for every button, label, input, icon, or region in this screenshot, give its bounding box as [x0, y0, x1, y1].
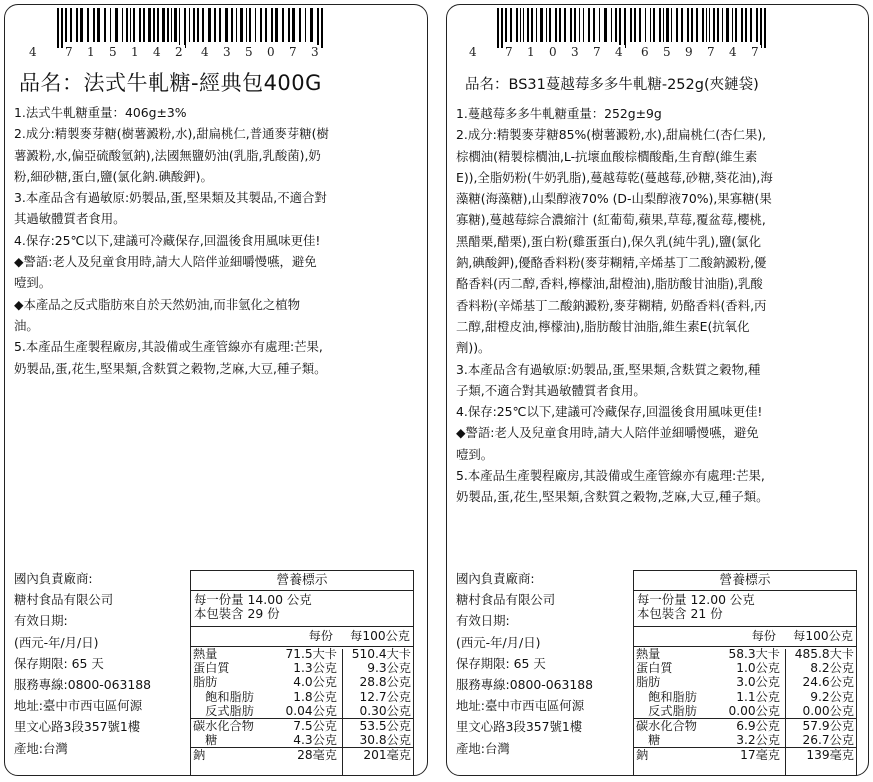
barcode-digit: 4 — [469, 45, 477, 59]
barcode-bar — [255, 8, 256, 42]
barcode-bar — [501, 8, 503, 48]
barcode-digits — [27, 45, 332, 61]
nutrient-name: 鈉 — [193, 748, 206, 763]
nutrient-name: 蛋白質 — [193, 661, 230, 676]
barcode-bar — [659, 8, 661, 42]
nutrition-row — [634, 661, 856, 675]
nutrient-name: 碳水化合物 — [193, 718, 254, 733]
maker-line: 保存期限: 65 天 — [456, 655, 546, 671]
barcode-bar — [540, 8, 543, 42]
barcode-bar — [104, 8, 106, 42]
per-serving-value: 4.3公克 — [293, 733, 337, 748]
barcode-bar — [305, 8, 306, 42]
barcode-bar — [122, 8, 123, 42]
info-line: 子類,不適合對其過敏體質者食用。 — [456, 382, 646, 398]
per-100g-value: 0.00公克 — [802, 703, 854, 718]
per-serving-value: 1.0公克 — [736, 661, 780, 676]
per-serving-value: 71.5大卡 — [285, 647, 337, 661]
barcode-bar — [564, 8, 566, 42]
barcode-bar — [271, 8, 273, 42]
barcode-bar — [706, 8, 707, 42]
nutrient-name: 反式脂肪 — [193, 703, 254, 718]
barcode-bar — [260, 8, 262, 42]
per-serving-value: 0.00公克 — [728, 703, 780, 718]
column-divider — [785, 649, 786, 775]
barcode-bar — [764, 8, 766, 48]
barcode-bar — [745, 8, 747, 42]
barcode-bar — [288, 8, 290, 42]
barcode-digit: 5 — [245, 45, 253, 59]
barcode-bar — [236, 8, 237, 42]
per-100g-value: 0.30公克 — [359, 703, 411, 718]
info-line: 劑))。 — [456, 340, 491, 356]
barcode-bar — [653, 8, 655, 42]
nutrition-header — [634, 627, 856, 647]
nutrition-row — [634, 733, 856, 747]
per-100g-value: 9.2公克 — [810, 689, 854, 704]
barcode-bar — [282, 8, 284, 42]
servings-per-pack: 本包裝含 29 份 — [194, 606, 280, 622]
barcode — [467, 8, 772, 60]
barcode-bar — [143, 8, 145, 42]
barcode-digit: 1 — [131, 45, 139, 59]
barcode-bar — [663, 8, 664, 42]
barcode-digit: 0 — [549, 45, 557, 59]
barcode-digit: 9 — [685, 45, 693, 59]
barcode-digit: 0 — [267, 45, 275, 59]
product-info — [14, 102, 421, 379]
barcode-bar — [162, 8, 165, 42]
barcode-bar — [70, 8, 72, 42]
barcode-bar — [549, 8, 551, 42]
maker-line: (西元-年/月/日) — [14, 634, 99, 650]
servings-per-pack: 本包裝含 21 份 — [637, 606, 723, 622]
nutrient-name: 飽和脂肪 — [636, 689, 697, 704]
barcode-bar — [275, 8, 278, 42]
barcode-bar — [604, 8, 607, 42]
barcode-bar — [735, 8, 737, 42]
barcode-digit: 7 — [593, 45, 601, 59]
barcode-digit: 2 — [175, 45, 183, 59]
product-label-cranberry — [446, 4, 869, 776]
per-100g-header: 每100公克 — [793, 629, 853, 643]
barcode-bar — [713, 8, 715, 42]
barcode-bar — [179, 8, 180, 48]
barcode-bar — [709, 8, 710, 42]
info-line: 奶製品,蛋,花生,堅果類,含麩質之穀物,芝麻,大豆,種子類。 — [456, 489, 769, 505]
maker-line: 地址:臺中市西屯區何源 — [456, 698, 585, 714]
per-100g-header: 每100公克 — [350, 629, 410, 643]
barcode-bar — [148, 8, 151, 42]
barcode-bar — [531, 8, 533, 42]
maker-line: 國內負責廠商: — [14, 571, 93, 586]
barcode-bar — [639, 8, 641, 42]
barcode-bar — [321, 8, 323, 48]
barcode-bar — [570, 8, 572, 42]
per-serving-value: 28毫克 — [297, 748, 337, 763]
info-line: ◆警語:老人及兒童食用時,請大人陪伴並細嚼慢嚥，避免 — [456, 425, 759, 441]
per-100g-value: 201毫克 — [363, 748, 411, 763]
info-line: 噎到。 — [14, 275, 52, 291]
barcode-bar — [523, 8, 524, 42]
barcode-bar — [593, 8, 595, 42]
barcode-bar — [756, 8, 758, 42]
barcode-bar — [574, 8, 576, 42]
maker-line: 有效日期: — [456, 613, 510, 629]
per-serving-value: 58.3大卡 — [728, 647, 780, 661]
nutrient-name: 熱量 — [636, 647, 661, 661]
barcode-bar — [115, 8, 118, 42]
barcode-bar — [510, 8, 512, 42]
nutrient-name: 脂肪 — [193, 675, 218, 690]
barcode-bar — [292, 8, 295, 42]
barcode-bars — [467, 8, 772, 48]
barcode-bar — [717, 8, 719, 42]
barcode-bar — [189, 8, 190, 42]
per-serving-header: 每份 — [308, 629, 333, 643]
nutrition-title: 營養標示 — [191, 571, 413, 591]
per-100g-value: 9.3公克 — [367, 661, 411, 676]
nutrition-rows — [191, 647, 413, 763]
nutrition-row — [634, 675, 856, 689]
info-line: 4.保存:25℃以下,建議可冷藏保存,回溫後食用風味更佳! — [14, 232, 321, 248]
per-serving-value: 1.8公克 — [293, 689, 337, 704]
per-serving-value: 0.04公克 — [285, 703, 337, 718]
barcode-bar — [599, 8, 600, 42]
barcode-bar — [741, 8, 743, 42]
maker-line: 地址:臺中市西屯區何源 — [14, 698, 143, 714]
barcode-bar — [219, 8, 221, 42]
manufacturer-info — [14, 568, 151, 759]
barcode-bar — [671, 8, 672, 42]
nutrition-row — [191, 647, 413, 661]
barcode-bar — [208, 8, 211, 42]
info-line: 黑醋栗,醋栗),蛋白粉(雞蛋蛋白),保久乳(純牛乳),鹽(氯化 — [456, 233, 761, 249]
maker-line: 國內負責廠商: — [456, 571, 535, 586]
serving-info — [191, 591, 413, 627]
barcode-bar — [666, 8, 669, 42]
barcode-digit: 4 — [29, 45, 37, 59]
info-line: 其過敏體質者食用。 — [14, 211, 126, 227]
manufacturer-info — [456, 568, 593, 759]
nutrition-row — [191, 661, 413, 675]
per-100g-value: 57.9公克 — [802, 718, 854, 733]
barcode-bar — [126, 8, 128, 42]
barcode-bar — [76, 8, 78, 42]
barcode-digit: 3 — [311, 45, 319, 59]
per-serving-value: 3.2公克 — [736, 733, 780, 748]
maker-line: 服務專線:0800-063188 — [456, 677, 594, 693]
barcode-digit: 7 — [65, 45, 73, 59]
barcode-bar — [202, 8, 204, 42]
per-serving-header: 每份 — [751, 629, 776, 643]
per-serving-value: 17毫克 — [740, 748, 780, 763]
barcode-bar — [559, 8, 561, 42]
barcode-bar — [65, 8, 67, 42]
product-label-classic — [4, 4, 428, 776]
barcode-bar — [516, 8, 518, 42]
per-serving-value: 7.5公克 — [293, 718, 337, 733]
barcode-bar — [214, 8, 216, 42]
per-100g-value: 24.6公克 — [802, 675, 854, 690]
barcode-bar — [167, 8, 169, 42]
info-line: 4.保存:25℃以下,建議可冷藏保存,回溫後食用風味更佳! — [456, 404, 763, 420]
nutrient-name: 反式脂肪 — [636, 703, 697, 718]
barcode-bar — [317, 8, 319, 48]
serving-size: 每一份量 12.00 公克 — [637, 592, 755, 607]
nutrition-row — [634, 718, 856, 733]
per-100g-value: 28.8公克 — [359, 675, 411, 690]
info-line: ◆本產品之反式脂肪來自於天然奶油,而非氫化之植物 — [14, 296, 301, 312]
barcode-digit: 4 — [729, 45, 737, 59]
barcode-bar — [681, 8, 683, 42]
barcode-bar — [520, 8, 521, 42]
nutrient-name: 鈉 — [636, 748, 649, 763]
product-name: 品名：法式牛軋糖-經典包400G — [19, 71, 322, 95]
barcode-bar — [80, 8, 83, 42]
barcode-digit: 4 — [153, 45, 161, 59]
info-line: 5.本產品生產製程廠房,其設備或生產管線亦有處理:芒果, — [14, 339, 323, 355]
barcode-bar — [153, 8, 155, 42]
nutrition-row — [634, 704, 856, 718]
barcode-bar — [87, 8, 89, 42]
barcode-bar — [676, 8, 678, 42]
barcode-bar — [157, 8, 159, 42]
info-line: 鈉,碘酸鉀),優酪香料粉(麥芽糊精,辛烯基丁二酸鈉澱粉,優 — [456, 255, 767, 271]
barcode-bar — [61, 8, 63, 48]
barcode-digit: 7 — [707, 45, 715, 59]
barcode-digit: 4 — [201, 45, 209, 59]
barcode-bar — [722, 8, 723, 42]
barcode-bar — [133, 8, 135, 42]
per-100g-value: 12.7公克 — [359, 689, 411, 704]
per-100g-value: 53.5公克 — [359, 718, 411, 733]
barcode-bar — [726, 8, 729, 42]
nutrient-name: 熱量 — [193, 647, 218, 661]
serving-info — [634, 591, 856, 627]
nutrition-rows — [634, 647, 856, 763]
info-line: 寡糖),蔓越莓綜合濃縮汁 (紅葡萄,蘋果,草莓,覆盆莓,櫻桃, — [456, 212, 766, 228]
info-line: 薯澱粉,水,偏亞硫酸氫鈉),法國無鹽奶油(乳脂,乳酸菌),奶 — [14, 147, 321, 163]
nutrition-row — [191, 718, 413, 733]
barcode-bar — [691, 8, 693, 42]
per-100g-value: 485.8大卡 — [794, 647, 854, 661]
barcode-digits — [467, 45, 772, 61]
barcode-digit: 4 — [615, 45, 623, 59]
info-line: 藻糖(海藻糖),山梨醇液70% (D-山梨醇液70%),果寡糖(果 — [456, 191, 772, 207]
info-line: E)),全脂奶粉(牛奶乳脂),蔓越莓乾(蔓越莓,砂糖,葵花油),海 — [456, 169, 773, 185]
barcode-bar — [249, 8, 251, 42]
nutrient-name: 糖 — [193, 733, 218, 748]
barcode-bar — [619, 8, 621, 48]
barcode-bar — [130, 8, 131, 42]
nutrition-header — [191, 627, 413, 647]
maker-line: 產地:台灣 — [14, 740, 68, 756]
barcode-digit: 5 — [663, 45, 671, 59]
barcode-bar — [555, 8, 557, 42]
barcode-digit: 7 — [505, 45, 513, 59]
barcode-bar — [696, 8, 698, 42]
barcode-bar — [171, 8, 172, 42]
barcode — [27, 8, 332, 60]
barcode-bar — [760, 8, 762, 48]
per-100g-value: 26.7公克 — [802, 733, 854, 748]
barcode-bar — [231, 8, 233, 42]
barcode-bar — [57, 8, 59, 48]
barcode-bar — [732, 8, 733, 42]
per-100g-value: 30.8公克 — [359, 733, 411, 748]
info-line: 3.本產品含有過敏原:奶製品,蛋,堅果類及其製品,不適合對 — [14, 190, 327, 206]
per-100g-value: 8.2公克 — [810, 661, 854, 676]
barcode-bar — [588, 8, 590, 42]
barcode-bar — [650, 8, 651, 42]
barcode-bar — [645, 8, 646, 42]
barcode-bar — [579, 8, 580, 42]
per-serving-value: 1.1公克 — [736, 689, 780, 704]
maker-line: 保存期限: 65 天 — [14, 655, 104, 671]
per-100g-value: 139毫克 — [806, 748, 854, 763]
serving-size: 每一份量 14.00 公克 — [194, 592, 312, 607]
info-line: 酪香料(丙二醇,香料,檸檬油,甜橙油),脂肪酸甘油脂),乳酸 — [456, 276, 763, 292]
nutrient-name: 碳水化合物 — [636, 718, 697, 733]
barcode-bar — [197, 8, 199, 42]
maker-line: 糖村食品有限公司 — [14, 592, 114, 608]
barcode-digit: 7 — [751, 45, 759, 59]
barcode-bar — [246, 8, 247, 42]
barcode-bar — [225, 8, 228, 42]
barcode-bar — [527, 8, 529, 42]
per-serving-value: 1.3公克 — [293, 661, 337, 676]
maker-line: 糖村食品有限公司 — [456, 592, 556, 608]
nutrition-row — [191, 733, 413, 747]
nutrition-row — [191, 704, 413, 718]
info-line: 噎到。 — [456, 446, 494, 462]
barcode-bar — [624, 8, 626, 48]
product-info — [456, 103, 862, 508]
per-serving-value: 3.0公克 — [736, 675, 780, 690]
barcode-bar — [240, 8, 243, 42]
product-name: 品名：BS31蔓越莓多多牛軋糖-252g(夾鏈袋) — [465, 77, 759, 93]
maker-line: 里文心路3段357號1樓 — [14, 719, 141, 735]
barcode-bar — [546, 8, 547, 42]
barcode-digit: 1 — [527, 45, 535, 59]
barcode-bar — [265, 8, 267, 42]
barcode-bar — [536, 8, 537, 42]
per-serving-value: 6.9公克 — [736, 718, 780, 733]
info-line: 油。 — [14, 317, 39, 333]
nutrient-name: 飽和脂肪 — [193, 689, 254, 704]
barcode-bar — [97, 8, 100, 42]
nutrition-row — [634, 747, 856, 762]
per-serving-value: 4.0公克 — [293, 675, 337, 690]
info-line: 3.本產品含有過敏原:奶製品,蛋,堅果類,含麩質之穀物,種 — [456, 361, 761, 377]
nutrition-table — [633, 570, 857, 776]
info-line: 二醇,甜橙皮油,檸檬油),脂肪酸甘油脂,維生素E(抗氧化 — [456, 318, 750, 334]
info-line: 2.成分:精製麥芽糖85%(樹薯澱粉,水),甜扁桃仁(杏仁果), — [456, 127, 767, 143]
barcode-bar — [611, 8, 612, 42]
barcode-bar — [630, 8, 632, 42]
maker-line: (西元-年/月/日) — [456, 634, 541, 650]
maker-line: 服務專線:0800-063188 — [14, 677, 152, 693]
nutrition-table — [190, 570, 414, 776]
nutrition-row — [191, 747, 413, 762]
nutrition-row — [634, 690, 856, 704]
nutrition-row — [634, 647, 856, 661]
info-line: 2.成分:精製麥芽糖(樹薯澱粉,水),甜扁桃仁,普通麥芽糖(樹 — [14, 126, 329, 142]
barcode-bar — [174, 8, 177, 42]
barcode-bar — [615, 8, 617, 42]
info-line: 粉,細砂糖,蛋白,鹽(氯化鈉.碘酸鉀)。 — [14, 168, 213, 184]
column-divider — [342, 649, 343, 775]
nutrient-name: 脂肪 — [636, 675, 661, 690]
barcode-bar — [184, 8, 186, 48]
barcode-bar — [583, 8, 584, 42]
barcode-digit: 6 — [641, 45, 649, 59]
barcode-bar — [497, 8, 499, 48]
barcode-bars — [27, 8, 332, 48]
barcode-digit: 5 — [109, 45, 117, 59]
maker-line: 產地:台灣 — [456, 740, 510, 756]
barcode-bar — [299, 8, 301, 42]
barcode-bar — [634, 8, 636, 42]
barcode-bar — [505, 8, 507, 42]
barcode-bar — [687, 8, 689, 42]
barcode-bar — [702, 8, 704, 42]
nutrient-name: 糖 — [636, 733, 661, 748]
barcode-bar — [93, 8, 95, 42]
info-line: 棕櫚油(精製棕櫚油,L-抗壞血酸棕櫚酸酯,生育醇(維生素 — [456, 148, 758, 164]
barcode-digit: 1 — [87, 45, 95, 59]
info-line: 香料粉(辛烯基丁二酸鈉澱粉,麥芽糊精, 奶酪香料(香料,丙 — [456, 297, 767, 313]
nutrition-row — [191, 675, 413, 689]
barcode-digit: 3 — [571, 45, 579, 59]
barcode-bar — [110, 8, 111, 42]
barcode-bar — [193, 8, 195, 42]
nutrient-name: 蛋白質 — [636, 661, 673, 676]
maker-line: 有效日期: — [14, 613, 68, 629]
info-line: 奶製品,蛋,花生,堅果類,含麩質之穀物,芝麻,大豆,種子類。 — [14, 360, 327, 376]
info-line: 1.蔓越莓多多牛軋糖重量：252g±9g — [456, 106, 662, 121]
per-100g-value: 510.4大卡 — [351, 647, 411, 661]
info-line: 5.本產品生產製程廠房,其設備或生產管線亦有處理:芒果, — [456, 468, 765, 484]
info-line: ◆警語:老人及兒童食用時,請大人陪伴並細嚼慢嚥，避免 — [14, 254, 317, 270]
barcode-bar — [750, 8, 752, 42]
barcode-digit: 7 — [289, 45, 297, 59]
nutrition-title: 營養標示 — [634, 571, 856, 591]
maker-line: 里文心路3段357號1樓 — [456, 719, 583, 735]
barcode-bar — [310, 8, 313, 42]
barcode-digit: 3 — [223, 45, 231, 59]
nutrition-row — [191, 690, 413, 704]
barcode-bar — [139, 8, 141, 42]
info-line: 1.法式牛軋糖重量：406g±3% — [14, 105, 187, 120]
